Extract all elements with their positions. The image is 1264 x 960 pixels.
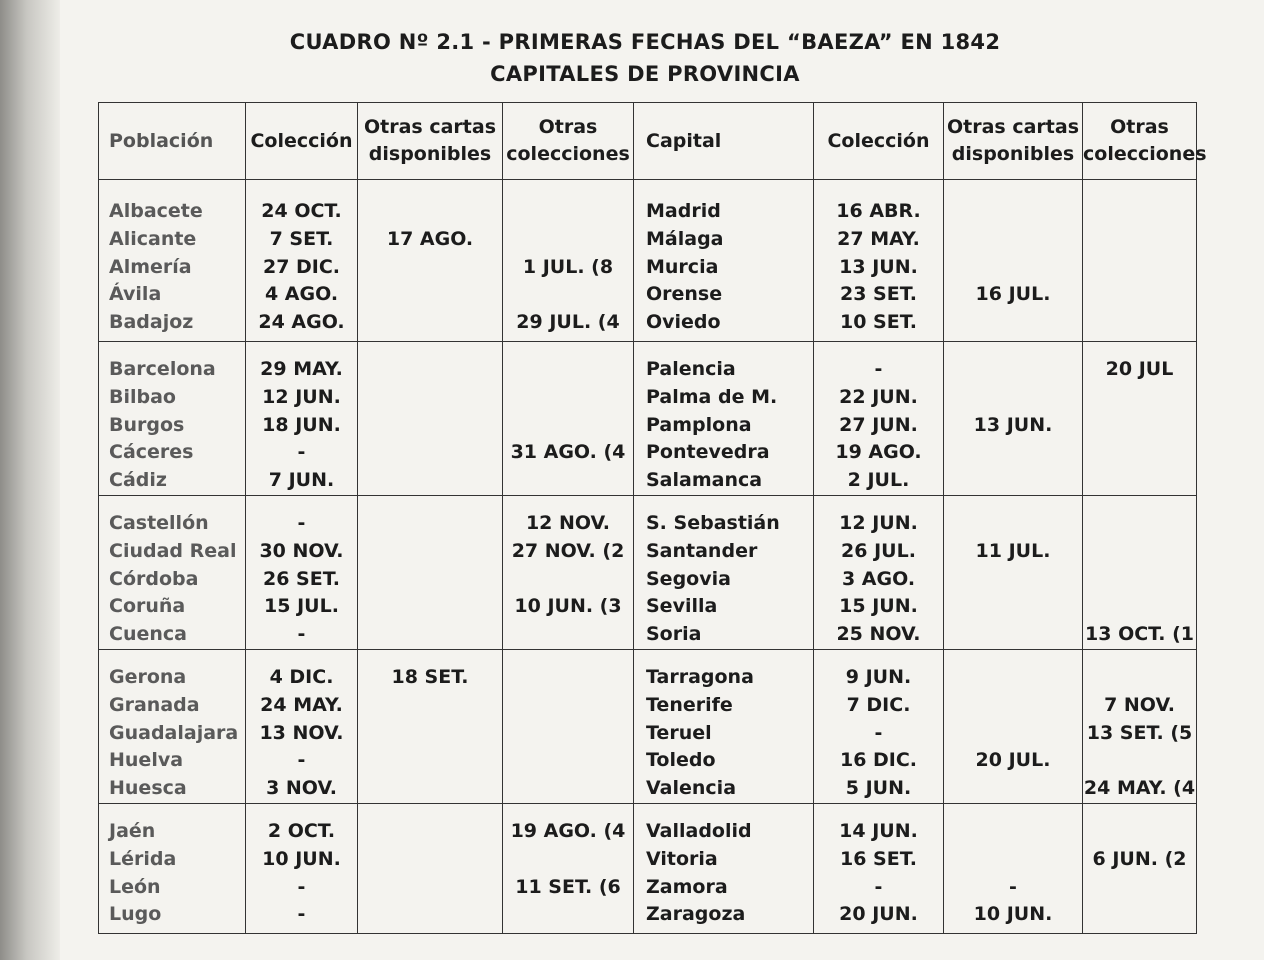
cell-line <box>503 384 633 412</box>
table-row-group <box>99 804 1197 934</box>
cell-line: 15 JUL. <box>264 595 339 618</box>
cell-line: 22 JUN. <box>839 385 918 408</box>
cell-line <box>1083 254 1196 282</box>
cell-line: 27 MAY. <box>837 227 920 250</box>
cell-line: Valladolid <box>646 820 752 842</box>
cell-line: Almería <box>109 255 192 278</box>
table-subtitle: CAPITALES DE PROVINCIA <box>490 62 800 86</box>
cell-line <box>1083 226 1196 254</box>
cell-line: Granada <box>109 693 200 716</box>
cell-line: 26 JUL. <box>841 539 916 562</box>
otras-cartas-2-cell <box>944 180 1083 342</box>
cell-line <box>1083 664 1196 692</box>
cell-line <box>1083 901 1196 929</box>
cell-line <box>358 254 502 282</box>
otras-cartas-cell <box>358 804 503 934</box>
cell-line <box>358 720 502 748</box>
header-otras-cartas: Otras cartas disponibles <box>358 103 503 180</box>
cell-line <box>358 901 502 929</box>
cell-line <box>503 692 633 720</box>
cell-line <box>503 198 633 226</box>
otras-cartas-2-cell <box>944 804 1083 934</box>
cell-line <box>1083 198 1196 226</box>
cell-line <box>503 467 633 495</box>
otras-colecciones-2-cell <box>1083 650 1197 804</box>
cell-line <box>944 775 1082 803</box>
cell-line <box>944 254 1082 282</box>
otras-colecciones-2-cell <box>1083 804 1197 934</box>
cell-line <box>944 384 1082 412</box>
cell-line: Burgos <box>109 413 185 436</box>
cell-line: Ciudad Real <box>109 539 237 562</box>
cell-line <box>1083 510 1196 538</box>
cell-line: - <box>297 512 306 534</box>
cell-line: 24 MAY. <box>260 693 343 716</box>
poblacion-cell <box>99 342 246 496</box>
cell-line: Huesca <box>109 777 187 800</box>
cell-line: S. Sebastián <box>646 512 780 534</box>
cell-line <box>1083 538 1196 566</box>
cell-line: Valencia <box>646 777 737 800</box>
cell-line: 19 AGO. <box>835 441 922 464</box>
cell-line: 15 JUN. <box>839 595 918 618</box>
cell-line <box>944 692 1082 720</box>
cell-line <box>503 720 633 748</box>
cell-line: - <box>297 749 306 772</box>
header-coleccion-2: Colección <box>814 103 944 180</box>
cell-line: 24 AGO. <box>258 311 345 334</box>
cell-line: 7 DIC. <box>846 693 911 716</box>
cell-line: Lugo <box>109 903 162 926</box>
cell-line: 5 JUN. <box>845 777 912 800</box>
cell-line: 30 NOV. <box>259 539 344 562</box>
cell-line: Teruel <box>646 721 712 744</box>
cell-line <box>944 818 1082 846</box>
capital-cell <box>634 342 814 496</box>
cell-line: 9 JUN. <box>845 666 912 688</box>
cell-line: - <box>874 721 883 744</box>
cell-line: Guadalajara <box>109 721 239 744</box>
cell-line <box>503 775 633 803</box>
otras-colecciones-cell <box>503 342 634 496</box>
cell-line: 10 JUN. <box>262 847 341 870</box>
cell-line <box>944 226 1082 254</box>
otras-cartas-2-cell <box>944 342 1083 496</box>
cell-line: 20 JUL <box>1105 358 1174 380</box>
cell-line: Pontevedra <box>646 441 770 464</box>
cell-line: 16 SET. <box>839 847 917 870</box>
cell-line: 7 JUN. <box>268 469 335 492</box>
cell-line: Sevilla <box>646 595 718 618</box>
cell-line <box>503 621 633 649</box>
otras-colecciones-2-cell <box>1083 496 1197 650</box>
cell-line <box>358 538 502 566</box>
cell-line <box>944 356 1082 384</box>
cell-line: Badajoz <box>109 311 194 334</box>
cell-line <box>503 281 633 309</box>
cell-line: 10 JUN. (3 <box>514 595 622 618</box>
cell-line: - <box>874 875 883 898</box>
cell-line <box>1083 467 1196 495</box>
table-row-group <box>99 180 1197 342</box>
cell-line: Albacete <box>109 200 203 222</box>
cell-line: 27 DIC. <box>262 255 341 278</box>
cell-line <box>1083 309 1196 337</box>
cell-line: 12 JUN. <box>262 385 341 408</box>
otras-colecciones-cell <box>503 180 634 342</box>
cell-line <box>503 566 633 594</box>
cell-line: 16 ABR. <box>836 200 921 222</box>
cell-line: - <box>297 441 306 464</box>
cell-line: 13 SET. (5 <box>1086 721 1193 744</box>
cell-line <box>358 775 502 803</box>
coleccion-2-cell <box>814 650 944 804</box>
cell-line: 26 SET. <box>262 567 340 590</box>
cell-line: - <box>874 358 883 380</box>
cell-line <box>358 439 502 467</box>
coleccion-cell <box>246 496 358 650</box>
header-coleccion: Colección <box>246 103 358 180</box>
capital-cell <box>634 804 814 934</box>
cell-line: Oviedo <box>646 311 721 334</box>
cell-line <box>503 226 633 254</box>
cell-line <box>358 818 502 846</box>
cell-line: 14 JUN. <box>839 820 918 842</box>
poblacion-cell <box>99 180 246 342</box>
cell-line: Alicante <box>109 227 197 250</box>
cell-line <box>944 593 1082 621</box>
cell-line: Huelva <box>109 749 184 772</box>
coleccion-cell <box>246 650 358 804</box>
cell-line <box>358 281 502 309</box>
page-gutter-shadow <box>0 0 60 960</box>
cell-line: 12 NOV. <box>525 512 611 534</box>
cell-line: Salamanca <box>646 469 763 492</box>
cell-line: 13 OCT. (1 <box>1085 623 1194 646</box>
otras-colecciones-2-cell <box>1083 342 1197 496</box>
cell-line <box>503 747 633 775</box>
cell-line: 31 AGO. (4 <box>510 441 626 464</box>
cell-line <box>503 356 633 384</box>
cell-line: - <box>1009 875 1017 898</box>
header-row <box>99 103 1197 180</box>
cell-line: 29 JUL. (4 <box>516 311 620 334</box>
cell-line <box>1083 412 1196 440</box>
cell-line: Santander <box>646 539 758 562</box>
cell-line <box>944 846 1082 874</box>
cell-line <box>944 510 1082 538</box>
cell-line: 16 JUL. <box>975 283 1051 306</box>
cell-line <box>944 566 1082 594</box>
cell-line: 13 JUN. <box>973 413 1053 436</box>
cell-line: León <box>109 875 161 898</box>
cell-line: 3 AGO. <box>841 567 916 590</box>
otras-cartas-cell <box>358 342 503 496</box>
cell-line: - <box>297 623 306 646</box>
cell-line: Cuenca <box>109 623 187 646</box>
cell-line: Coruña <box>109 595 186 618</box>
cell-line: 24 MAY. (4 <box>1083 777 1196 800</box>
coleccion-2-cell <box>814 342 944 496</box>
cell-line <box>503 664 633 692</box>
cell-line: 11 JUL. <box>975 539 1051 562</box>
cell-line: Lérida <box>109 847 177 870</box>
cell-line <box>358 198 502 226</box>
cell-line <box>358 566 502 594</box>
cell-line: 20 JUN. <box>839 903 918 926</box>
cell-line: - <box>297 903 306 926</box>
cell-line: 17 AGO. <box>386 227 474 250</box>
cell-line: 20 JUL. <box>975 749 1051 772</box>
cell-line <box>358 309 502 337</box>
otras-colecciones-2-cell <box>1083 180 1197 342</box>
cell-line: 1 JUL. (8 <box>522 255 614 278</box>
cell-line: 11 SET. (6 <box>515 875 621 898</box>
cell-line <box>358 467 502 495</box>
poblacion-cell <box>99 496 246 650</box>
cell-line <box>1083 874 1196 902</box>
cell-line: 2 JUL. <box>847 469 910 492</box>
cell-line: - <box>297 875 306 898</box>
cell-line: 24 OCT. <box>261 200 342 222</box>
cell-line: 18 SET. <box>391 666 469 688</box>
cell-line <box>358 593 502 621</box>
cell-line: 12 JUN. <box>839 512 918 534</box>
cell-line <box>1083 818 1196 846</box>
cell-line <box>358 692 502 720</box>
cell-line <box>503 412 633 440</box>
cell-line: 13 NOV. <box>259 721 344 744</box>
cell-line: 29 MAY. <box>260 358 343 380</box>
header-capital: Capital <box>634 103 814 180</box>
cell-line: 6 JUN. (2 <box>1092 847 1187 870</box>
coleccion-cell <box>246 180 358 342</box>
cell-line <box>503 901 633 929</box>
cell-line: Zamora <box>646 875 728 898</box>
cell-line: 2 OCT. <box>267 820 336 842</box>
cell-line: 7 NOV. <box>1104 693 1175 716</box>
coleccion-2-cell <box>814 496 944 650</box>
cell-line: Orense <box>646 283 723 306</box>
table-row-group <box>99 342 1197 496</box>
cell-line: Murcia <box>646 255 719 278</box>
otras-cartas-cell <box>358 180 503 342</box>
cell-line <box>944 720 1082 748</box>
cell-line <box>358 874 502 902</box>
cell-line: Zaragoza <box>646 903 746 926</box>
cell-line <box>503 846 633 874</box>
cell-line: Soria <box>646 623 702 646</box>
otras-cartas-cell <box>358 650 503 804</box>
cell-line <box>944 439 1082 467</box>
cell-line: Palma de M. <box>646 385 778 408</box>
cell-line: Barcelona <box>109 358 216 380</box>
cell-line <box>1083 747 1196 775</box>
cell-line: 27 NOV. (2 <box>511 539 625 562</box>
cell-line <box>1083 281 1196 309</box>
cell-line <box>358 356 502 384</box>
cell-line <box>1083 439 1196 467</box>
cell-line: 25 NOV. <box>836 623 921 646</box>
cell-line: 16 DIC. <box>839 749 918 772</box>
cell-line: 4 DIC. <box>269 666 334 688</box>
cell-line: Pamplona <box>646 413 752 436</box>
cell-line: 10 JUN. <box>973 903 1053 926</box>
cell-line: 10 SET. <box>839 311 917 334</box>
cell-line: Tenerife <box>646 693 733 716</box>
cell-line <box>1083 566 1196 594</box>
cell-line <box>358 747 502 775</box>
cell-line <box>358 384 502 412</box>
cell-line <box>358 846 502 874</box>
cell-line <box>358 510 502 538</box>
cell-line: Ávila <box>109 283 162 306</box>
table-row-group <box>99 496 1197 650</box>
cell-line: 18 JUN. <box>262 413 341 436</box>
cell-line: 27 JUN. <box>839 413 918 436</box>
cell-line: Gerona <box>109 666 187 688</box>
table-title: CUADRO Nº 2.1 - PRIMERAS FECHAS DEL “BAEZA” EN 1842 <box>289 30 1001 54</box>
coleccion-2-cell <box>814 180 944 342</box>
header-otras-cartas-2: Otras cartas disponibles <box>944 103 1083 180</box>
cell-line <box>944 621 1082 649</box>
poblacion-cell <box>99 650 246 804</box>
cell-line: Jaén <box>109 820 156 842</box>
cell-line: 19 AGO. (4 <box>510 820 626 842</box>
cell-line <box>944 467 1082 495</box>
cell-line: Córdoba <box>109 567 199 590</box>
dates-table <box>98 102 1207 934</box>
cell-line <box>358 621 502 649</box>
cell-line: Vitoria <box>646 847 718 870</box>
cell-line: 13 JUN. <box>839 255 918 278</box>
cell-line: 3 NOV. <box>266 777 337 800</box>
header-otras-colecciones: Otras colecciones <box>503 103 634 180</box>
table-row-group <box>99 650 1197 804</box>
coleccion-cell <box>246 342 358 496</box>
cell-line: Castellón <box>109 512 209 534</box>
cell-line: Segovia <box>646 567 731 590</box>
otras-cartas-2-cell <box>944 496 1083 650</box>
otras-colecciones-cell <box>503 804 634 934</box>
otras-cartas-cell <box>358 496 503 650</box>
capital-cell <box>634 180 814 342</box>
otras-cartas-2-cell <box>944 650 1083 804</box>
cell-line <box>1083 593 1196 621</box>
cell-line: 7 SET. <box>269 227 334 250</box>
poblacion-cell <box>99 804 246 934</box>
capital-cell <box>634 650 814 804</box>
cell-line <box>944 198 1082 226</box>
cell-line <box>944 664 1082 692</box>
cell-line: Palencia <box>646 358 736 380</box>
cell-line: Toledo <box>646 749 716 772</box>
capital-cell <box>634 496 814 650</box>
otras-colecciones-cell <box>503 650 634 804</box>
cell-line: Bilbao <box>109 385 176 408</box>
cell-line: Cáceres <box>109 441 194 464</box>
cell-line: 4 AGO. <box>264 283 339 306</box>
otras-colecciones-cell <box>503 496 634 650</box>
cell-line: Madrid <box>646 200 721 222</box>
cell-line <box>1083 384 1196 412</box>
cell-line: Tarragona <box>646 666 754 688</box>
cell-line <box>358 412 502 440</box>
cell-line: Cádiz <box>109 469 167 492</box>
cell-line: 23 SET. <box>839 283 917 306</box>
cell-line: Málaga <box>646 227 724 250</box>
cell-line <box>944 309 1082 337</box>
coleccion-cell <box>246 804 358 934</box>
coleccion-2-cell <box>814 804 944 934</box>
header-otras-colecciones-2: Otras colecciones <box>1083 103 1197 180</box>
header-poblacion: Población <box>99 103 246 180</box>
